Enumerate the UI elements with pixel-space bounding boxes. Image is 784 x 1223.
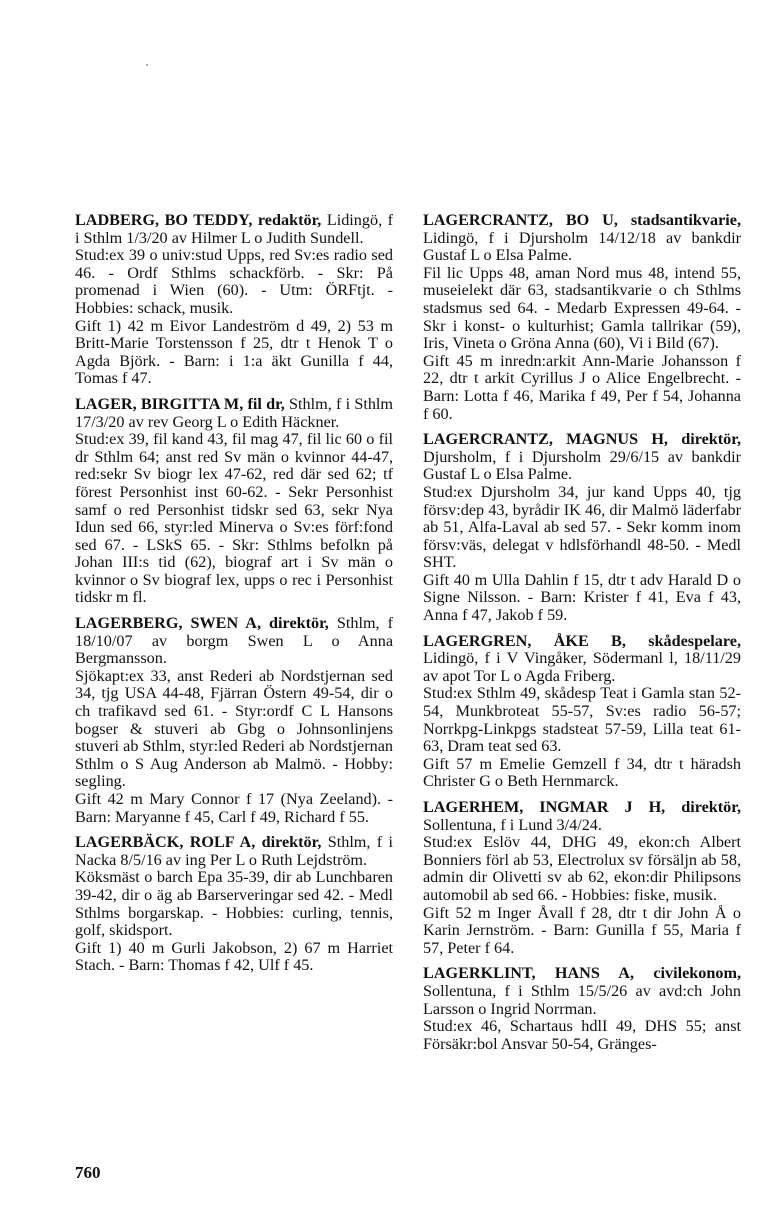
entry-occupation: direktör,	[269, 614, 329, 633]
entry-text: Sthlm, f i Sthlm 17/3/20 av rev Georg L o Edith Häckner.	[75, 394, 393, 431]
entry-text: Lidingö, f i V Vingåker, Södermanl l, 18/11/29 av apot Tor L o Agda Friberg.	[423, 649, 741, 685]
entry-name: LAGERGREN, ÅKE B,	[423, 631, 626, 650]
left-column	[75, 212, 393, 983]
entry-paragraph: Stud:ex Djursholm 34, jur kand Upps 40, tjg försv:dep 43, byrådir IK 46, dir Malmö läderfabr ab 51, Alfa-Laval ab sed 57. - Sekr komm inom försv:väs, delegat v hdlsförhandl 48-50. - Medl SHT.	[423, 482, 741, 572]
biography-entry	[423, 431, 741, 625]
entry-occupation: direktör,	[261, 833, 322, 852]
entry-occupation: civilekonom,	[653, 964, 742, 983]
entry-paragraph: Stud:ex 39, fil kand 43, fil mag 47, fil lic 60 o fil dr Sthlm 64; anst red Sv män o kvinnor 44-47, red:sekr Sv biogr lex 47-62, red där sed 62; tf förest Personhist inst 60-62. - Sekr Personhist samf o red Personhist tidskr sed 63, sekr Nya Idun sed 66, styr:led Minerva o Sv:es förf:fond sed 67. - LSkS 65. - Skr: Sthlms befolkn på Johan III:s tid (62), biograf art i Sv män o kvinnor o Sv biograf lex, upps o rec i Personhist tidskr m fl.	[75, 430, 393, 607]
entry-text: Sollentuna, f i Lund 3/4/24.	[423, 815, 602, 834]
entry-paragraph: Stud:ex 46, Schartaus hdlI 49, DHS 55; anst Försäkr:bol Ansvar 50-54, Gränges-	[423, 1017, 741, 1053]
entry-text: Sollentuna, f i Sthlm 15/5/26 av avd:ch John Larsson o Ingrid Norrman.	[423, 981, 741, 1018]
entry-paragraph: Gift 45 m inredn:arkit Ann-Marie Johansson f 22, dtr t arkit Cyrillus J o Alice Engelbrecht. - Barn: Lotta f 46, Marika f 49, Per f 54, Johanna f 60.	[423, 351, 741, 423]
speck	[146, 64, 148, 66]
entry-name: LAGERHEM, INGMAR J H,	[423, 798, 666, 816]
entry-text: Sthlm, f i Nacka 8/5/16 av ing Per L o Ruth Lejdström.	[75, 833, 393, 869]
entry-paragraph: Köksmäst o barch Epa 35-39, dir ab Lunchbaren 39-42, dir o äg ab Barserveringar sed 42. - Medl Sthlms borgarskap. - Hobbies: curling, tennis, golf, skidsport.	[75, 868, 393, 940]
entry-occupation: redaktör,	[257, 211, 322, 229]
biography-entry	[75, 834, 393, 975]
entry-paragraph: Gift 57 m Emelie Gemzell f 34, dtr t häradsh Christer G o Beth Hernmarck.	[423, 754, 741, 791]
entry-paragraph: Sjökapt:ex 33, anst Rederi ab Nordstjernan sed 34, tjg USA 44-48, Fjärran Östern 49-54, dir o ch trafikavd sed 61. - Styr:ordf C L Hansons bogser & stuveri ab Gbg o Johnsonlinjens stuveri ab Sthlm, styr:led Rederi ab Nordstjernan Sthlm o S Aug Anderson ab Malmö. - Hobby: segling.	[75, 666, 393, 791]
biography-entry	[75, 615, 393, 826]
entry-paragraph: Gift 1) 40 m Gurli Jakobson, 2) 67 m Harriet Stach. - Barn: Thomas f 42, Ulf f 45.	[75, 938, 393, 975]
entry-paragraph: Stud:ex Eslöv 44, DHG 49, ekon:ch Albert Bonniers förl ab 53, Electrolux sv försäljn ab 58, admin dir Olivetti sv ab 62, ekon:dir Philipsons automobil ab sed 66. - Hobbies: fiske, musik.	[423, 833, 741, 904]
page-number: 760	[75, 1163, 101, 1182]
entry-name: LADBERG, BO TEDDY,	[75, 211, 253, 229]
entry-text: Sthlm, f 18/10/07 av borgm Swen L o Anna Bergmansson.	[75, 614, 394, 668]
entry-occupation: direktör,	[681, 798, 741, 816]
entry-paragraph: Gift 52 m Inger Åvall f 28, dtr t dir John Å o Karin Jernström. - Barn: Gunilla f 55, Maria f 57, Peter f 64.	[423, 903, 741, 957]
entry-text: Djursholm, f i Djursholm 29/6/15 av bankdir Gustaf L o Elsa Palme.	[423, 447, 741, 484]
entry-text: Lidingö, f i Sthlm 1/3/20 av Hilmer L o Judith Sundell.	[75, 211, 394, 247]
entry-name: LAGERCRANTZ, BO U,	[423, 211, 618, 229]
entry-paragraph: Stud:ex Sthlm 49, skådesp Teat i Gamla stan 52-54, Munkbroteat 55-57, Sv:es radio 56-57; Norrkpg-Linkpgs stadsteat 57-59, Lilla teat 61-63, Dram teat sed 63.	[423, 684, 741, 756]
biography-entry	[423, 799, 741, 957]
entry-name: LAGER, BIRGITTA M,	[75, 394, 244, 413]
entry-occupation: fil dr,	[247, 394, 285, 413]
entry-name: LAGERBÄCK, ROLF A,	[75, 833, 256, 852]
entry-paragraph: Fil lic Upps 48, aman Nord mus 48, intend 55, museielekt där 63, stadsantikvarie o ch Sthlms stadsmus sed 64. - Medarb Expressen 49-64. - Skr i konst- o kulturhist; Gamla tallrikar (59), Iris, Vineta o Gröna Anna (60), Vi i Bild (67).	[423, 263, 741, 353]
entry-occupation: skådespelare,	[648, 631, 741, 650]
entry-name: LAGERCRANTZ, MAGNUS H,	[423, 430, 668, 449]
biography-entry	[423, 633, 741, 791]
right-column	[423, 212, 741, 1061]
entry-name: LAGERBERG, SWEN A,	[75, 614, 262, 633]
entry-paragraph: Gift 40 m Ulla Dahlin f 15, dtr t adv Harald D o Signe Nilsson. - Barn: Krister f 41, Eva f 43, Anna f 47, Jakob f 59.	[423, 570, 741, 625]
entry-paragraph: Gift 42 m Mary Connor f 17 (Nya Zeeland). - Barn: Maryanne f 45, Carl f 49, Richard f 55.	[75, 790, 393, 826]
entry-text: Lidingö, f i Djursholm 14/12/18 av bankdir Gustaf L o Elsa Palme.	[423, 228, 741, 265]
entry-name: LAGERKLINT, HANS A,	[423, 964, 635, 983]
entry-paragraph: Stud:ex 39 o univ:stud Upps, red Sv:es radio sed 46. - Ordf Sthlms schackförb. - Skr: På promenad i Wien (60). - Utm: ÖRFtjt. - Hobbies: schack, musik.	[75, 246, 393, 317]
biography-entry	[75, 212, 393, 388]
entry-occupation: direktör,	[681, 430, 741, 449]
entry-paragraph: Gift 1) 42 m Eivor Landeström d 49, 2) 53 m Britt-Marie Torstensson f 25, dtr t Henok T o Agda Björk. - Barn: i 1:a äkt Gunilla f 44, Tomas f 47.	[75, 316, 393, 388]
entry-occupation: stadsantikvarie,	[630, 211, 741, 229]
biography-entry	[423, 212, 741, 423]
biography-entry	[423, 965, 741, 1053]
biography-entry	[75, 396, 393, 607]
